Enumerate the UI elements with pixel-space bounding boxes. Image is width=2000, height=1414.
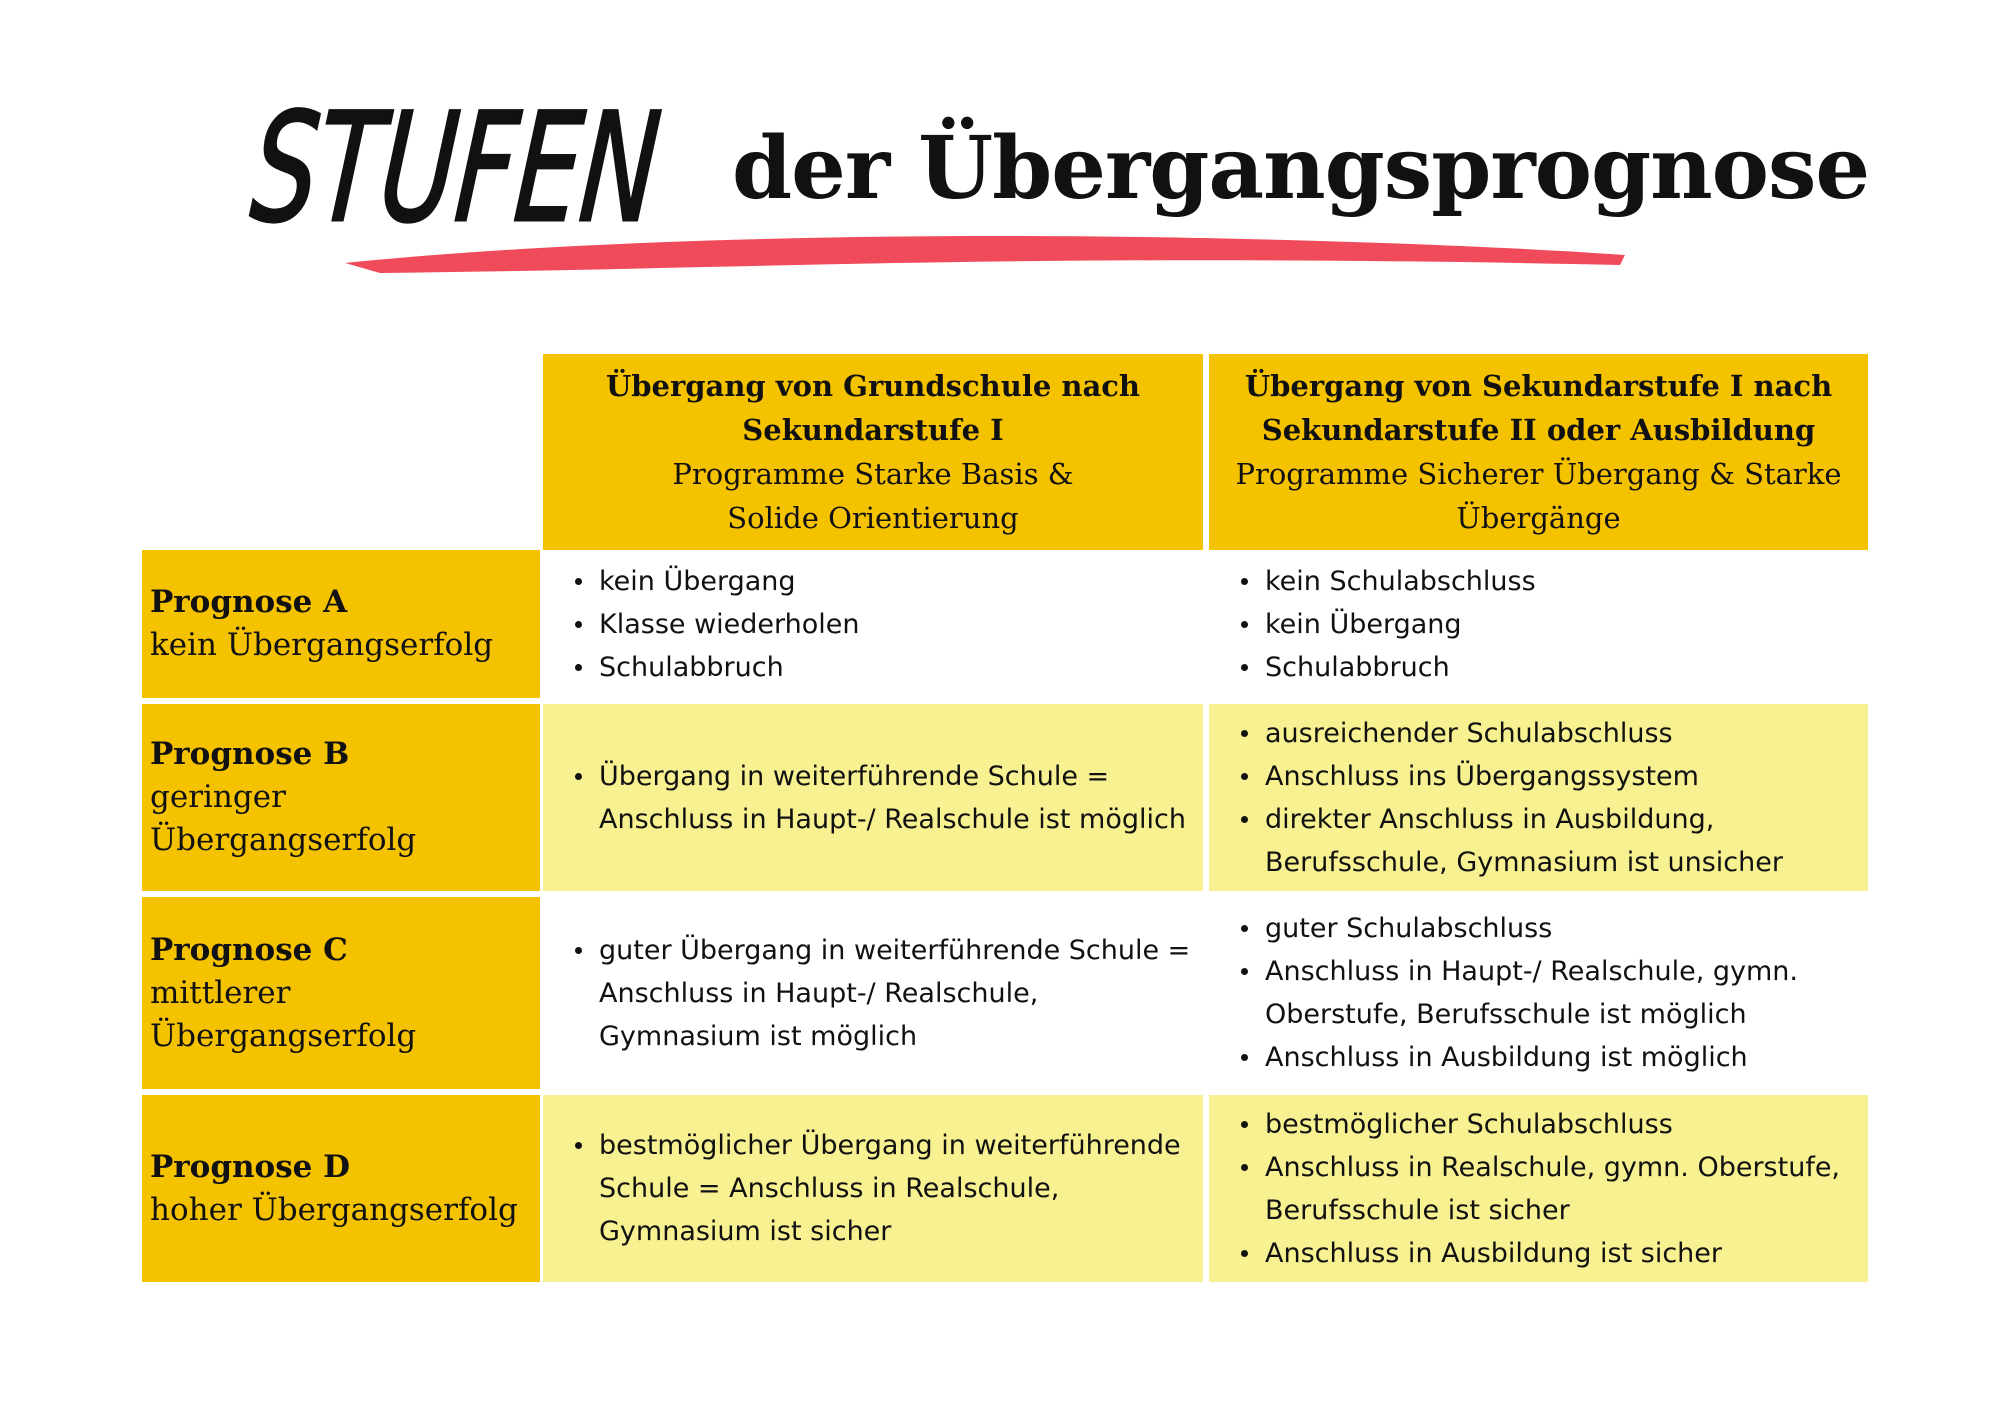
row-label-c: Prognose C mittlerer Übergangserfolg [142,897,540,1089]
list-item: Anschluss in Realschule, gymn. Oberstufe, Berufsschule ist sicher [1265,1146,1858,1232]
row-a-col2 [1209,550,1868,698]
list-item: Anschluss ins Übergangssystem [1265,755,1858,798]
list-item: Schulabbruch [599,646,1193,689]
column-header-1: Übergang von Grundschule nach Sekundarstufe I Programme Starke Basis & Solide Orientierung [543,354,1203,550]
row-c-col2 [1209,897,1868,1089]
page-title: der Übergangsprognose [732,118,1870,219]
row-c-col1 [543,897,1203,1089]
list-item: bestmöglicher Übergang in weiterführende Schule = Anschluss in Realschule, Gymnasium ist sicher [599,1124,1193,1253]
list-item: bestmöglicher Schulabschluss [1265,1103,1858,1146]
list-item: Klasse wiederholen [599,603,1193,646]
row-b-col2 [1209,704,1868,891]
row-label-d: Prognose D hoher Übergangserfolg [142,1095,540,1282]
column-header-2: Übergang von Sekundarstufe I nach Sekundarstufe II oder Ausbildung Programme Sicherer Übergang & Starke Übergänge [1209,354,1868,550]
list-item: Schulabbruch [1265,646,1858,689]
list-item: Übergang in weiterführende Schule = Anschluss in Haupt-/ Realschule ist möglich [599,755,1193,841]
list-item: Anschluss in Haupt-/ Realschule, gymn. Oberstufe, Berufsschule ist möglich [1265,950,1858,1036]
row-label-b: Prognose B geringer Übergangserfolg [142,704,540,891]
list-item: Anschluss in Ausbildung ist möglich [1265,1036,1858,1079]
list-item: ausreichender Schulabschluss [1265,712,1858,755]
brush-underline [340,225,1630,285]
page-header [0,0,2000,300]
row-a-col1 [543,550,1203,698]
row-label-a: Prognose A kein Übergangserfolg [142,550,540,698]
list-item: guter Schulabschluss [1265,907,1858,950]
list-item: Anschluss in Ausbildung ist sicher [1265,1232,1858,1275]
row-d-col1 [543,1095,1203,1282]
title-script-text: STUFEN [246,80,721,256]
list-item: direkter Anschluss in Ausbildung, Berufsschule, Gymnasium ist unsicher [1265,798,1858,884]
list-item: kein Schulabschluss [1265,560,1858,603]
row-b-col1 [543,704,1203,891]
list-item: kein Übergang [1265,603,1858,646]
row-d-col2 [1209,1095,1868,1282]
list-item: guter Übergang in weiterführende Schule = Anschluss in Haupt-/ Realschule, Gymnasium ist möglich [599,929,1193,1058]
list-item: kein Übergang [599,560,1193,603]
